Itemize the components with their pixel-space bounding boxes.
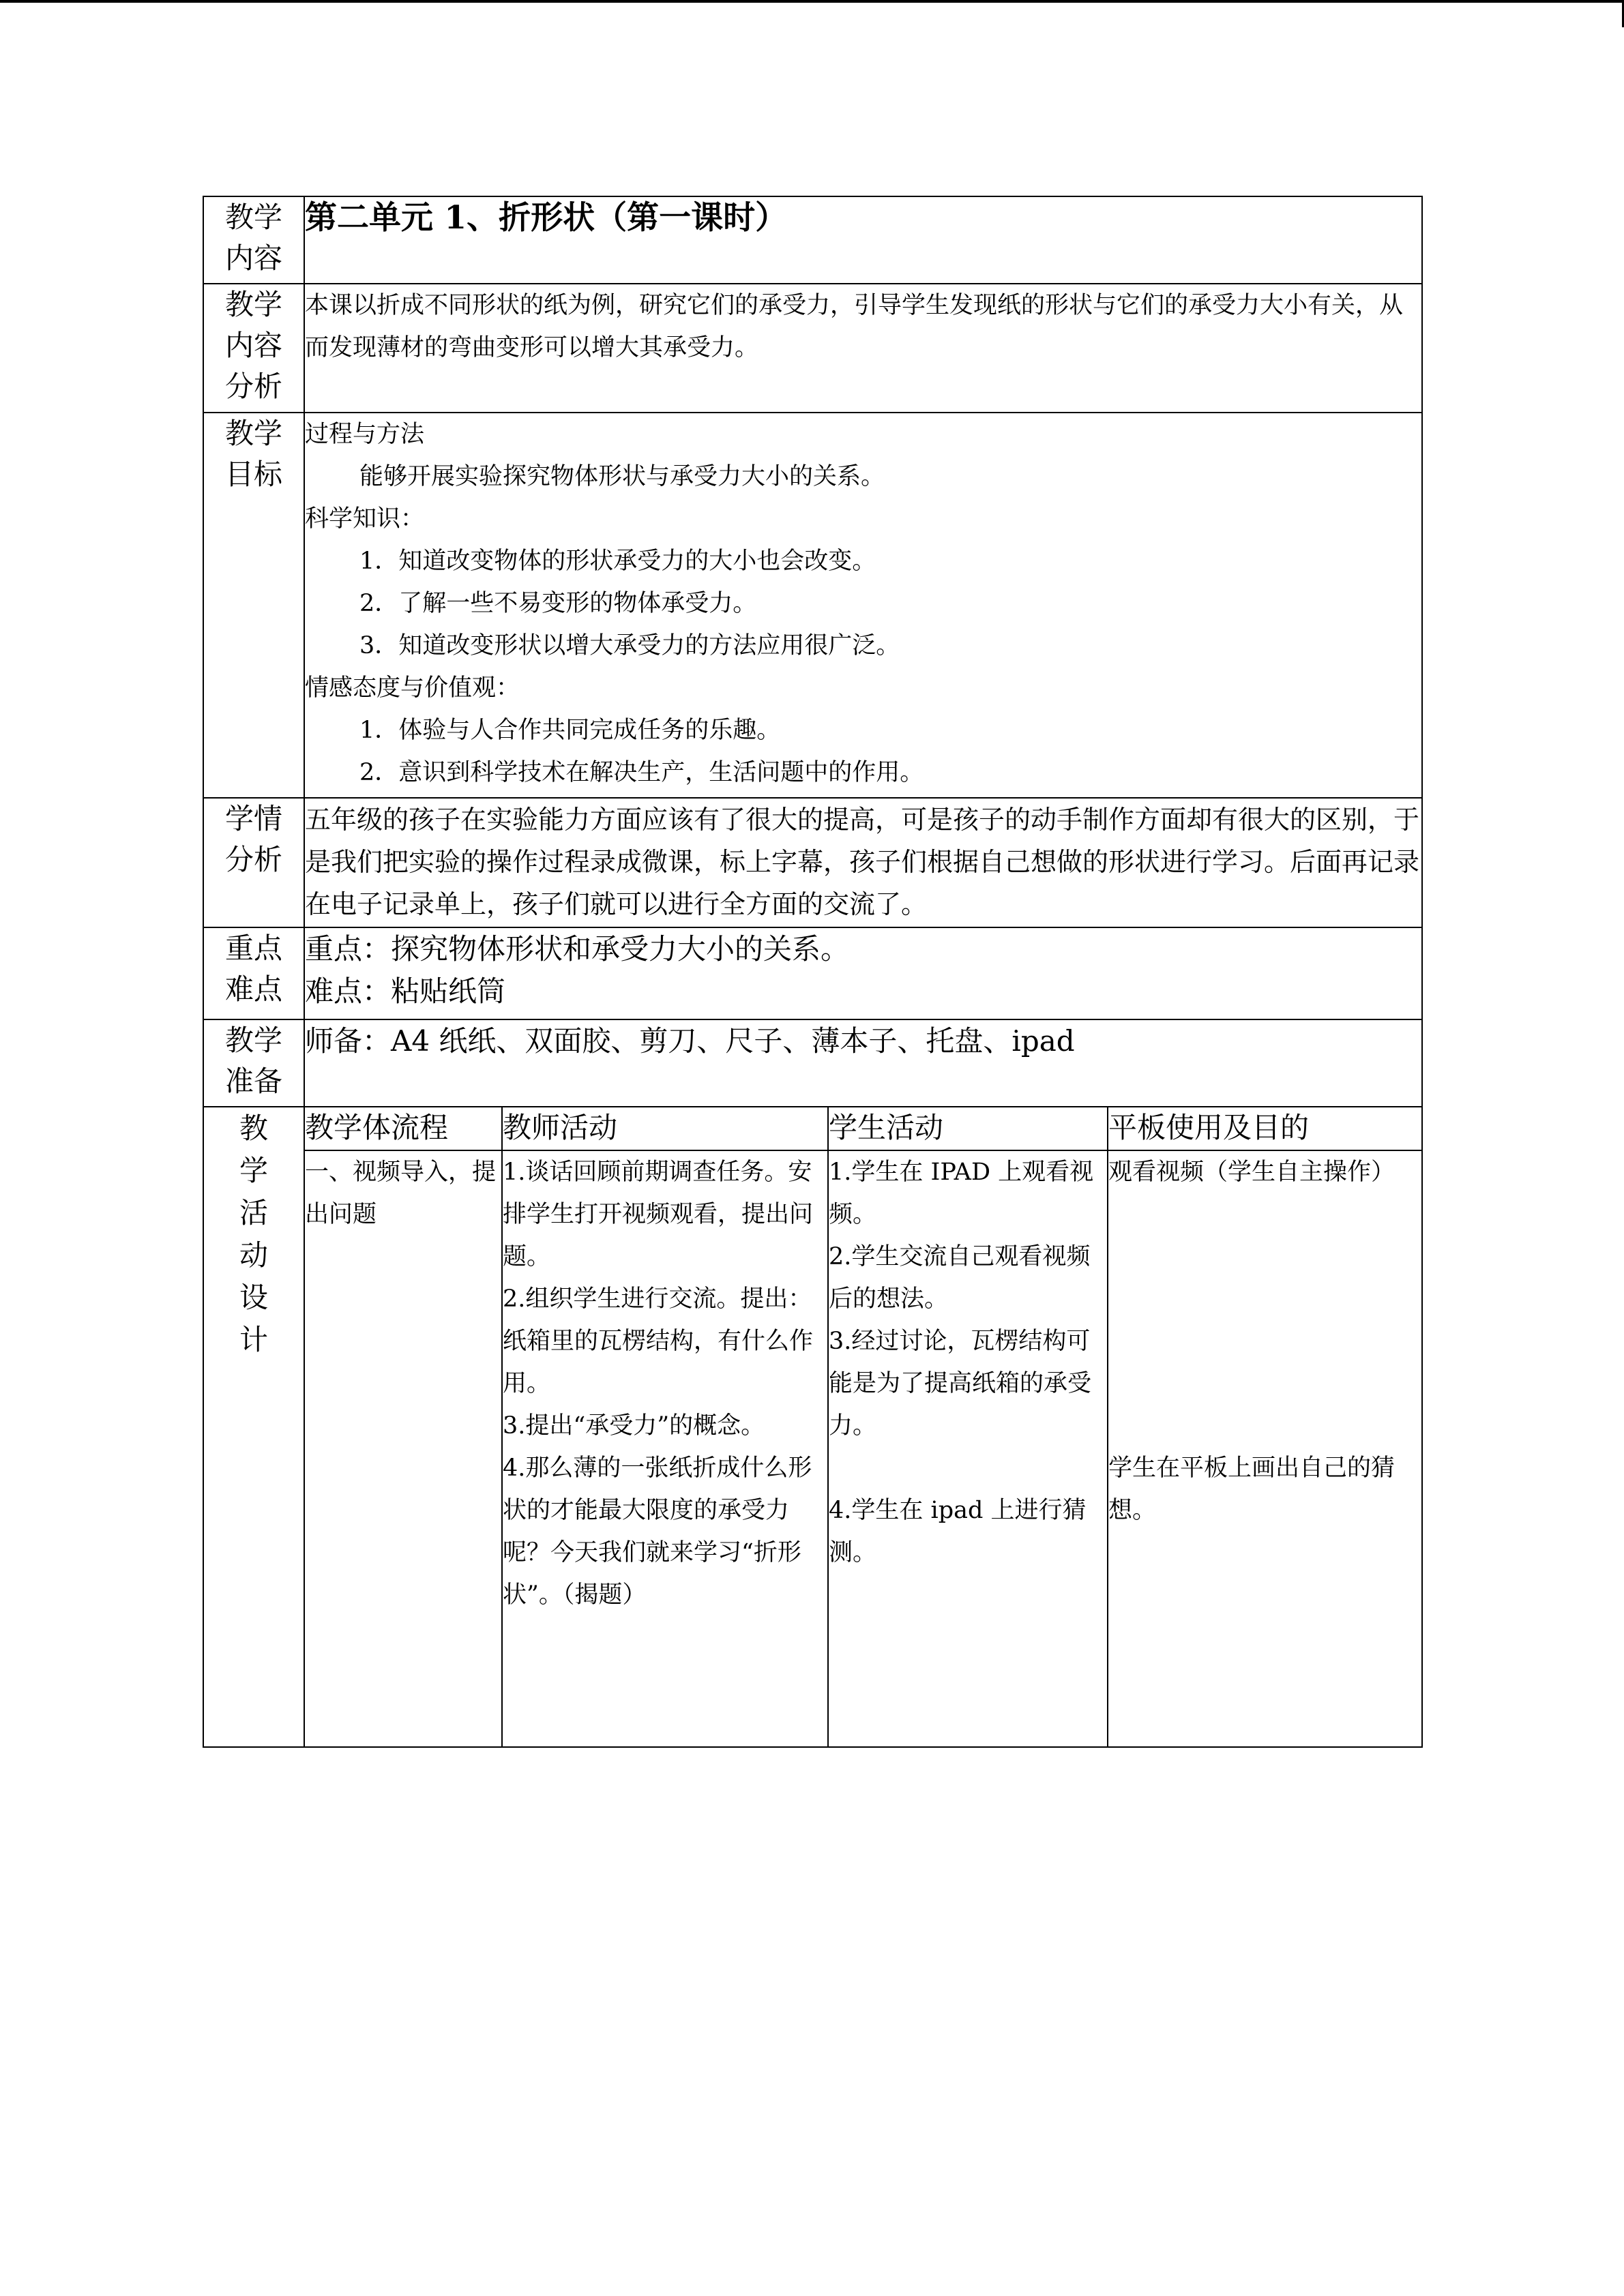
learner-text: 五年级的孩子在实验能力方面应该有了很大的提高，可是孩子的动手制作方面却有很大的区别，于是我们把实验的操作过程录成微课，标上字幕，孩子们根据自己想做的形状进行学习。后面再记录在电子记录单上，孩子们就可以进行全方面的交流了。 <box>304 798 1422 927</box>
header-tablet: 平板使用及目的 <box>1108 1107 1422 1150</box>
header-teacher: 教师活动 <box>502 1107 828 1150</box>
goal-attitude-item: 1．体验与人合作共同完成任务的乐趣。 <box>359 717 781 744</box>
row-learner <box>203 798 1422 927</box>
student-step: 3.经过讨论，瓦楞结构可能是为了提高纸箱的承受力。 <box>829 1328 1092 1440</box>
row-activity-body <box>203 1150 1422 1747</box>
row-activity-header <box>203 1107 1422 1150</box>
header-student: 学生活动 <box>828 1107 1108 1150</box>
header-flow: 教学体流程 <box>304 1107 502 1150</box>
label-activity: 教 学 活 动 设 计 <box>203 1107 304 1747</box>
student-step: 4.学生在 ipad 上进行猜测。 <box>829 1497 1087 1566</box>
teacher-step: 3.提出“承受力”的概念。 <box>503 1412 765 1440</box>
label-keypoints: 重点 难点 <box>203 927 304 1019</box>
content-title: 第二单元 1、折形状（第一课时） <box>304 196 1422 284</box>
teacher-step: 1.谈话回顾前期调查任务。安排学生打开视频观看，提出问题。 <box>503 1159 814 1270</box>
label-goals: 教学 目标 <box>203 413 304 798</box>
prep-text: 师备：A4 纸纸、双面胶、剪刀、尺子、薄本子、托盘、ipad <box>304 1019 1422 1107</box>
goal-process-item: 能够开展实验探究物体形状与承受力大小的关系。 <box>359 463 885 490</box>
key-point: 重点：探究物体形状和承受力大小的关系。 <box>305 932 850 966</box>
label-prep: 教学 准备 <box>203 1019 304 1107</box>
tablet-purpose: 学生在平板上画出自己的猜想。 <box>1108 1455 1396 1524</box>
teacher-step: 4.那么薄的一张纸折成什么形状的才能最大限度的承受力呢？今天我们就来学习“折形状”。（揭题） <box>503 1455 812 1609</box>
goal-attitude-item: 2．意识到科学技术在解决生产，生活问题中的作用。 <box>359 759 924 786</box>
goal-knowledge-item: 3．知道改变形状以增大承受力的方法应用很广泛。 <box>359 632 900 659</box>
row-keypoints <box>203 927 1422 1019</box>
goal-knowledge-item: 2．了解一些不易变形的物体承受力。 <box>359 590 757 617</box>
keypoints-content <box>304 927 1422 1019</box>
lesson-plan-table <box>203 196 1423 1748</box>
tablet-cell <box>1108 1150 1422 1747</box>
row-goals <box>203 413 1422 798</box>
student-step: 2.学生交流自己观看视频后的想法。 <box>829 1243 1091 1313</box>
student-cell <box>828 1150 1108 1747</box>
goal-heading-knowledge: 科学知识： <box>305 505 425 533</box>
row-content <box>203 196 1422 284</box>
label-analysis: 教学 内容 分析 <box>203 284 304 413</box>
goal-heading-process: 过程与方法 <box>305 421 425 448</box>
row-analysis <box>203 284 1422 413</box>
flow-cell: 一、视频导入，提出问题 <box>304 1150 502 1747</box>
teacher-cell <box>502 1150 828 1747</box>
goal-knowledge-item: 1．知道改变物体的形状承受力的大小也会改变。 <box>359 548 876 575</box>
label-content: 教学 内容 <box>203 196 304 284</box>
analysis-text: 本课以折成不同形状的纸为例，研究它们的承受力，引导学生发现纸的形状与它们的承受力大小有关，从而发现薄材的弯曲变形可以增大其承受力。 <box>304 284 1422 413</box>
teacher-step: 2.组织学生进行交流。提出：纸箱里的瓦楞结构，有什么作用。 <box>503 1285 814 1397</box>
row-prep <box>203 1019 1422 1107</box>
goals-content <box>304 413 1422 798</box>
student-step: 1.学生在 IPAD 上观看视频。 <box>829 1159 1094 1228</box>
difficult-point: 难点：粘贴纸筒 <box>305 974 506 1008</box>
tablet-purpose: 观看视频（学生自主操作） <box>1108 1159 1396 1186</box>
label-learner: 学情 分析 <box>203 798 304 927</box>
page-top-border <box>0 0 1624 3</box>
goal-heading-attitude: 情感态度与价值观： <box>305 674 520 702</box>
